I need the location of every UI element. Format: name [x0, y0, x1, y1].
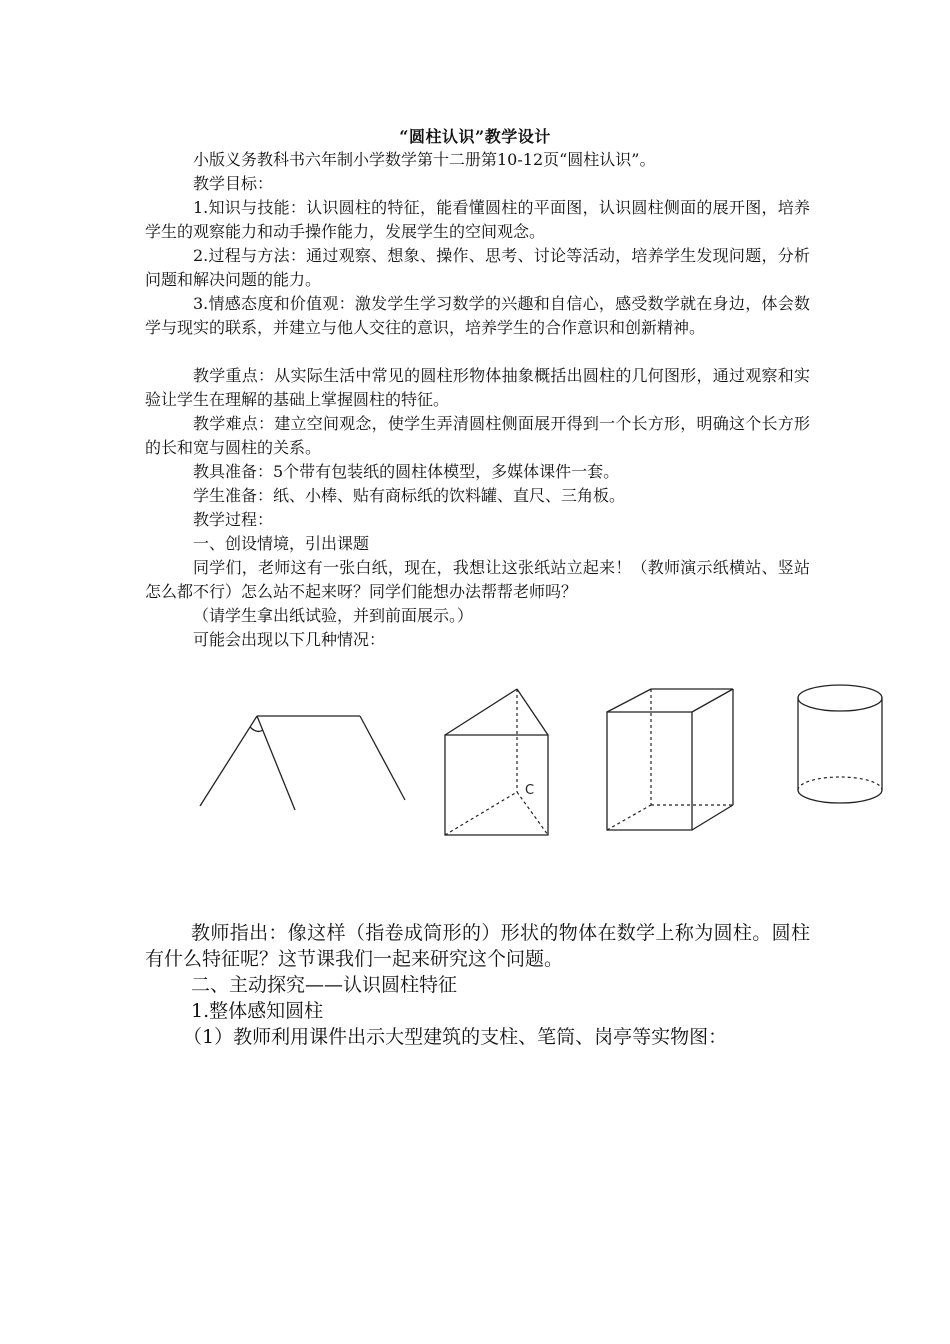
paragraph-goal-3: 3.情感态度和价值观：激发学生学习数学的兴趣和自信心，感受数学就在身边，体会数学与现实的联系，并建立与他人交往的意识，培养学生的合作意识和创新精神。: [145, 294, 810, 337]
paragraph-goals-heading: 教学目标：: [193, 174, 274, 193]
paragraph-teacher-materials: 教具准备：5个带有包装纸的圆柱体模型，多媒体课件一套。: [193, 462, 620, 481]
document-title: “圆柱认识”教学设计: [399, 127, 551, 146]
rectangular-prism-figure: [603, 685, 738, 835]
paragraph-section-2: 二、主动探究——认识圆柱特征: [191, 974, 458, 996]
paragraph-textbook-ref: 小版义务教科书六年制小学数学第十二册第10-12页“圆柱认识”。: [193, 150, 656, 169]
paragraph-teacher-points: 教师指出：像这样（指卷成筒形的）形状的物体在数学上称为圆柱。圆柱有什么特征呢？这节课我们一起来研究这个问题。: [145, 922, 810, 970]
paragraph-key-points: 教学重点：从实际生活中常见的圆柱形物体抽象概括出圆柱的几何图形，通过观察和实验让学生在理解的基础上掌握圆柱的特征。: [145, 366, 810, 409]
paragraph-student-trial: （请学生拿出纸试验，并到前面展示。）: [193, 606, 474, 625]
paragraph-situations: 可能会出现以下几种情况：: [193, 630, 386, 649]
cylinder-figure: [793, 680, 888, 810]
paragraph-difficulties: 教学难点：建立空间观念，使学生弄清圆柱侧面展开得到一个长方形，明确这个长方形的长和宽与圆柱的关系。: [145, 414, 810, 457]
paragraph-paper-demo: 同学们，老师这有一张白纸，现在，我想让这张纸站立起来！（教师演示纸横站、竖站怎么都不行）怎么站不起来呀？同学们能想办法帮帮老师吗？: [145, 558, 810, 601]
paragraph-show-images: （1）教师利用课件出示大型建筑的支柱、笔筒、岗亭等实物图：: [183, 1026, 728, 1048]
triangular-prism-figure: [440, 685, 555, 840]
paragraph-perceive-cylinder: 1.整体感知圆柱: [191, 1000, 324, 1022]
vertex-label-c: C: [525, 783, 535, 798]
paragraph-section-1: 一、创设情境，引出课题: [193, 534, 370, 553]
paragraph-student-materials: 学生准备：纸、小棒、贴有商标纸的饮料罐、直尺、三角板。: [193, 486, 626, 505]
folded-paper-figure: [195, 708, 410, 813]
paragraph-goal-2: 2.过程与方法：通过观察、想象、操作、思考、讨论等活动，培养学生发现问题，分析问题和解决问题的能力。: [145, 246, 810, 289]
paragraph-goal-1: 1.知识与技能：认识圆柱的特征，能看懂圆柱的平面图，认识圆柱侧面的展开图，培养学生的观察能力和动手操作能力，发展学生的空间观念。: [145, 198, 810, 241]
paragraph-process-heading: 教学过程：: [193, 510, 274, 529]
